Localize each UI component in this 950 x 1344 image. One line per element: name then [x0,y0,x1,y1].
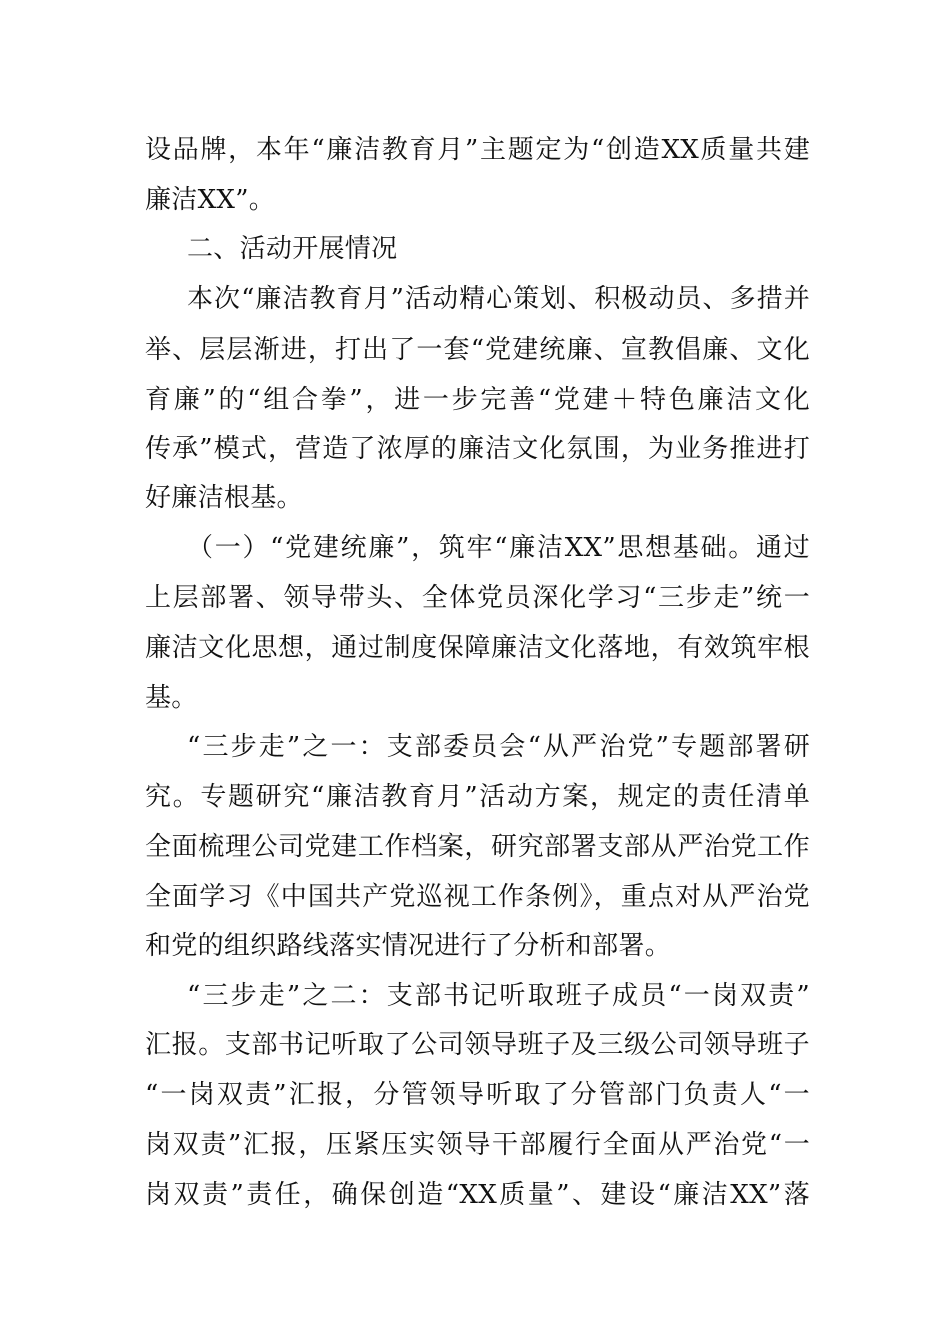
paragraph-line: 究。专题研究“廉洁教育月”活动方案，规定的责任清单 [145,782,810,812]
paragraph-line: 全面学习《中国共产党巡视工作条例》，重点对从严治党 [145,882,810,912]
paragraph-line: 育廉”的“组合拳”，进一步完善“党建＋特色廉洁文化 [145,385,810,415]
paragraph-line: “三步走”之一：支部委员会“从严治党”专题部署研 [187,732,810,762]
paragraph-line: 全面梳理公司党建工作档案，研究部署支部从严治党工作 [145,832,810,862]
paragraph-line: 和党的组织路线落实情况进行了分析和部署。 [145,931,672,961]
paragraph-line: 传承”模式，营造了浓厚的廉洁文化氛围，为业务推进打 [145,434,810,464]
paragraph-line: 上层部署、领导带头、全体党员深化学习“三步走”统一 [145,583,810,613]
paragraph-line: 岗双责”责任，确保创造“XX质量”、建设“廉洁XX”落 [145,1180,810,1210]
section-heading: 二、活动开展情况 [187,234,398,264]
paragraph-line: 设品牌，本年“廉洁教育月”主题定为“创造XX质量共建 [145,135,810,165]
paragraph-line: 举、层层渐进，打出了一套“党建统廉、宣教倡廉、文化 [145,335,810,365]
subsection-heading: （一）“党建统廉”，筑牢“廉洁XX”思想基础。通过 [187,533,810,563]
paragraph-line: “一岗双责”汇报，分管领导听取了分管部门负责人“一 [145,1080,810,1110]
paragraph-line: 汇报。支部书记听取了公司领导班子及三级公司领导班子 [145,1030,810,1060]
paragraph-line: 岗双责”汇报，压紧压实领导干部履行全面从严治党“一 [145,1130,810,1160]
paragraph-line: “三步走”之二：支部书记听取班子成员“一岗双责” [187,981,810,1011]
paragraph-line: 本次“廉洁教育月”活动精心策划、积极动员、多措并 [187,284,810,314]
paragraph-line: 基。 [145,683,198,713]
paragraph-line: 廉洁XX”。 [145,185,276,215]
paragraph-line: 廉洁文化思想，通过制度保障廉洁文化落地，有效筑牢根 [145,633,810,663]
paragraph-line: 好廉洁根基。 [145,483,303,513]
